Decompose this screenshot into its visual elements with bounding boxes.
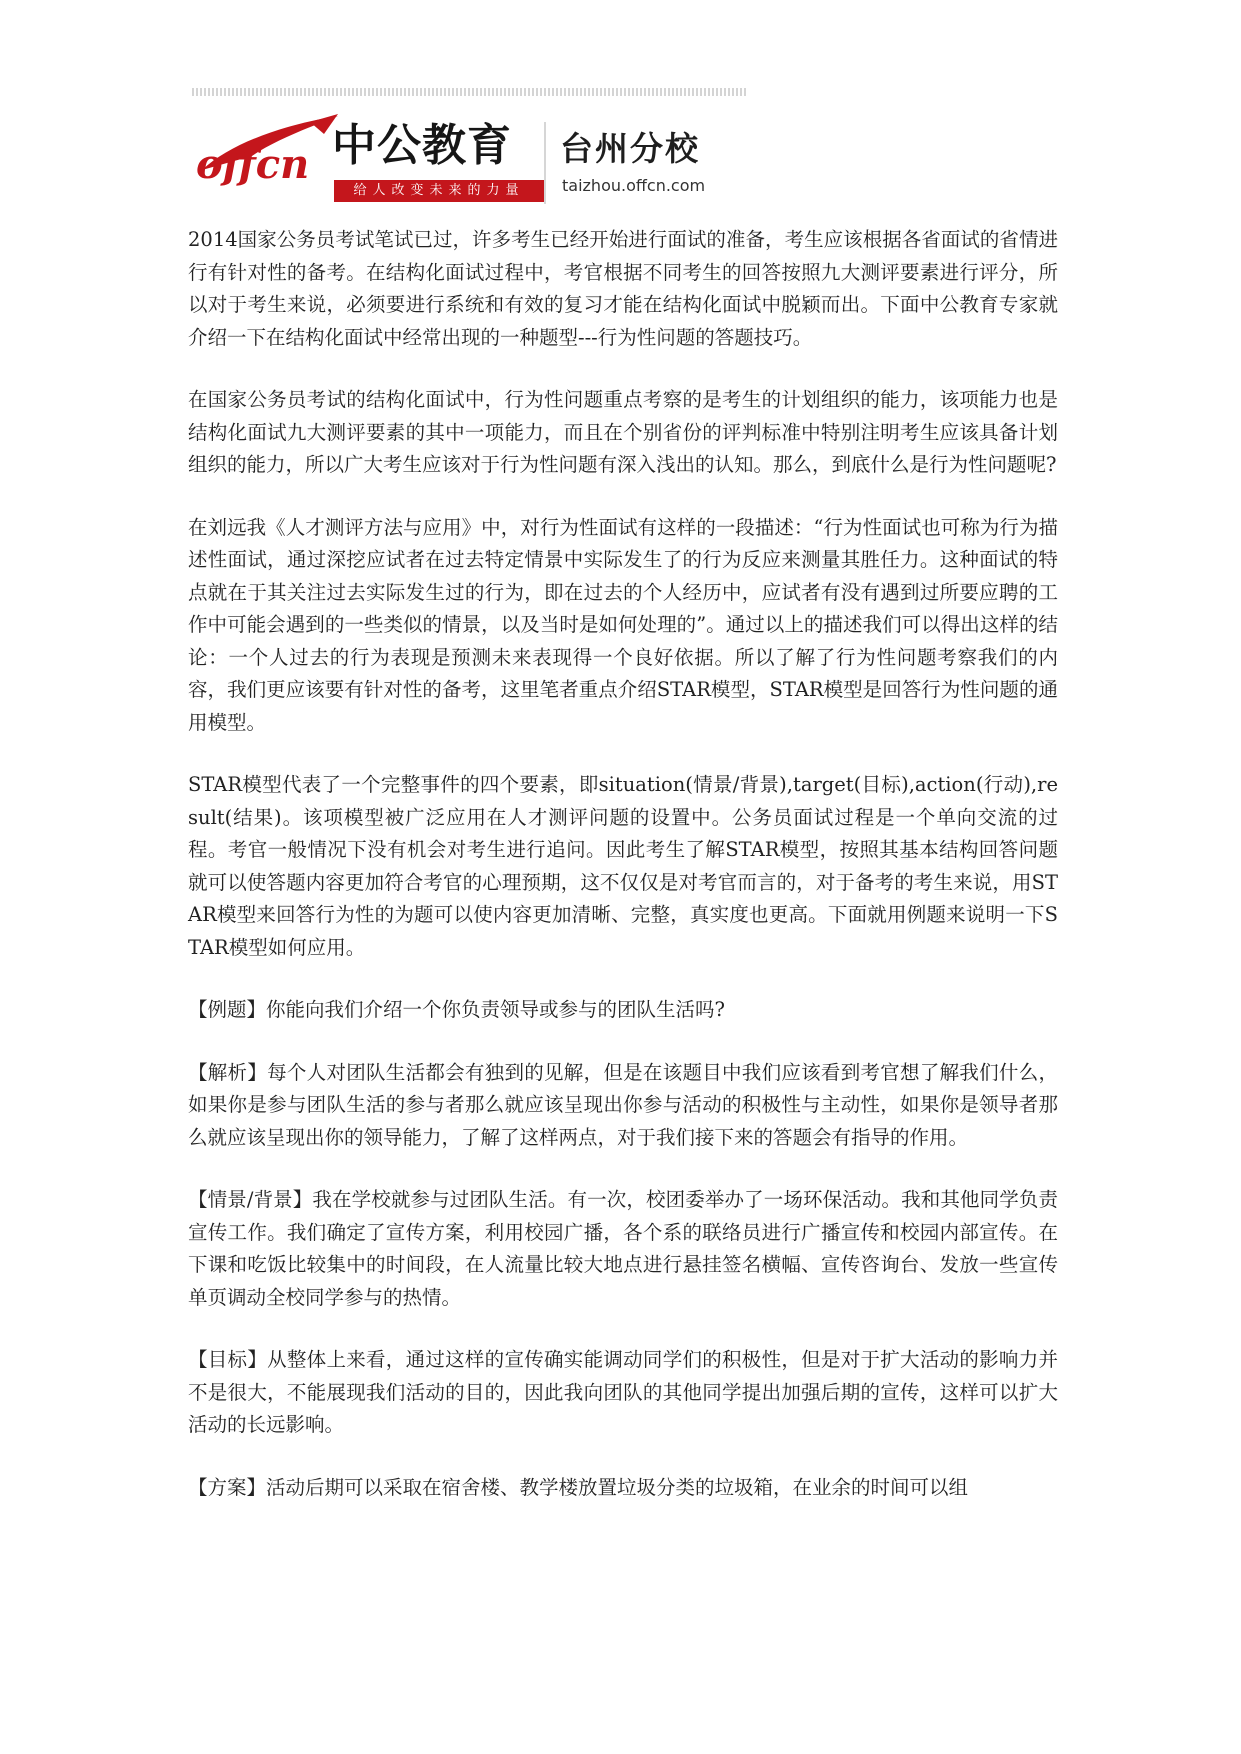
brand-slogan: 给人改变未来的力量	[334, 180, 544, 202]
brand-name: 中公教育	[332, 120, 512, 171]
paragraph-star-model: STAR模型代表了一个完整事件的四个要素，即situation(情景/背景),target(目标),action(行动),result(结果)。该项模型被广泛应用在人才测评问题的设置中。公务员面试过程是一个单向交流的过程。考官一般情况下没有机会对考生进行追问。因此考生了解STAR模型，按照其基本结构回答问题就可以使答题内容更加符合考官的心理预期，这不仅仅是对考官而言的，对于备考的考生来说，用STAR模型来回答行为性的为题可以使内容更加清晰、完整，真实度也更高。下面就用例题来说明一下STAR模型如何应用。	[188, 773, 1058, 959]
logo-wordmark: offcn	[196, 141, 310, 188]
paragraph-target: 【目标】从整体上来看，通过这样的宣传确实能调动同学们的积极性，但是对于扩大活动的影响力并不是很大，不能展现我们活动的目的，因此我向团队的其他同学提出加强后期的宣传，这样可以扩大活动的长远影响。	[188, 1348, 1058, 1436]
offcn-logo-icon	[192, 112, 342, 208]
paragraph-intro: 2014国家公务员考试笔试已过，许多考生已经开始进行面试的准备，考生应该根据各省面试的省情进行有针对性的备考。在结构化面试过程中，考官根据不同考生的回答按照九大测评要素进行评分，所以对于考生来说，必须要进行系统和有效的复习才能在结构化面试中脱颖而出。下面中公教育专家就介绍一下在结构化面试中经常出现的一种题型---行为性问题的答题技巧。	[188, 228, 1058, 349]
paragraph-example-question: 【例题】你能向我们介绍一个你负责领导或参与的团队生活吗?	[188, 998, 725, 1021]
paragraph-situation: 【情景/背景】我在学校就参与过团队生活。有一次，校团委举办了一场环保活动。我和其他同学负责宣传工作。我们确定了宣传方案，利用校园广播，各个系的联络员进行广播宣传和校园内部宣传。在下课和吃饭比较集中的时间段，在人流量比较大地点进行悬挂签名横幅、宣传咨询台、发放一些宣传单页调动全校同学参与的热情。	[188, 1188, 1058, 1309]
logo-divider	[544, 122, 546, 204]
article-body	[188, 224, 1058, 1534]
paragraph-plan: 【方案】活动后期可以采取在宿舍楼、教学楼放置垃圾分类的垃圾箱，在业余的时间可以组	[188, 1475, 969, 1499]
paragraph-definition: 在刘远我《人才测评方法与应用》中，对行为性面试有这样的一段描述：“行为性面试也可称为行为描述性面试，通过深挖应试者在过去特定情景中实际发生了的行为反应来测量其胜任力。这种面试的特点就在于其关注过去实际发生过的行为，即在过去的个人经历中，应试者有没有遇到过所要应聘的工作中可能会遇到的一些类似的情景，以及当时是如何处理的”。通过以上的描述我们可以得出这样的结论：一个人过去的行为表现是预测未来表现得一个良好依据。所以了解了行为性问题考察我们的内容，我们更应该要有针对性的备考，这里笔者重点介绍STAR模型，STAR模型是回答行为性问题的通用模型。	[188, 515, 1058, 734]
paragraph-behavioral-question: 在国家公务员考试的结构化面试中，行为性问题重点考察的是考生的计划组织的能力，该项能力也是结构化面试九大测评要素的其中一项能力，而且在个别省份的评判标准中特别注明考生应该具备计划组织的能力，所以广大考生应该对于行为性问题有深入浅出的认知。那么，到底什么是行为性问题呢?	[188, 388, 1058, 476]
paragraph-analysis: 【解析】每个人对团队生活都会有独到的见解，但是在该题目中我们应该看到考官想了解我们什么，如果你是参与团队生活的参与者那么就应该呈现出你参与活动的积极性与主动性，如果你是领导者那么就应该呈现出你的领导能力，了解了这样两点，对于我们接下来的答题会有指导的作用。	[188, 1060, 1058, 1149]
header-logo	[192, 112, 752, 208]
header-dotted-rule	[192, 88, 747, 96]
branch-name: 台州分校	[560, 129, 700, 168]
branch-url: taizhou.offcn.com	[562, 176, 706, 195]
